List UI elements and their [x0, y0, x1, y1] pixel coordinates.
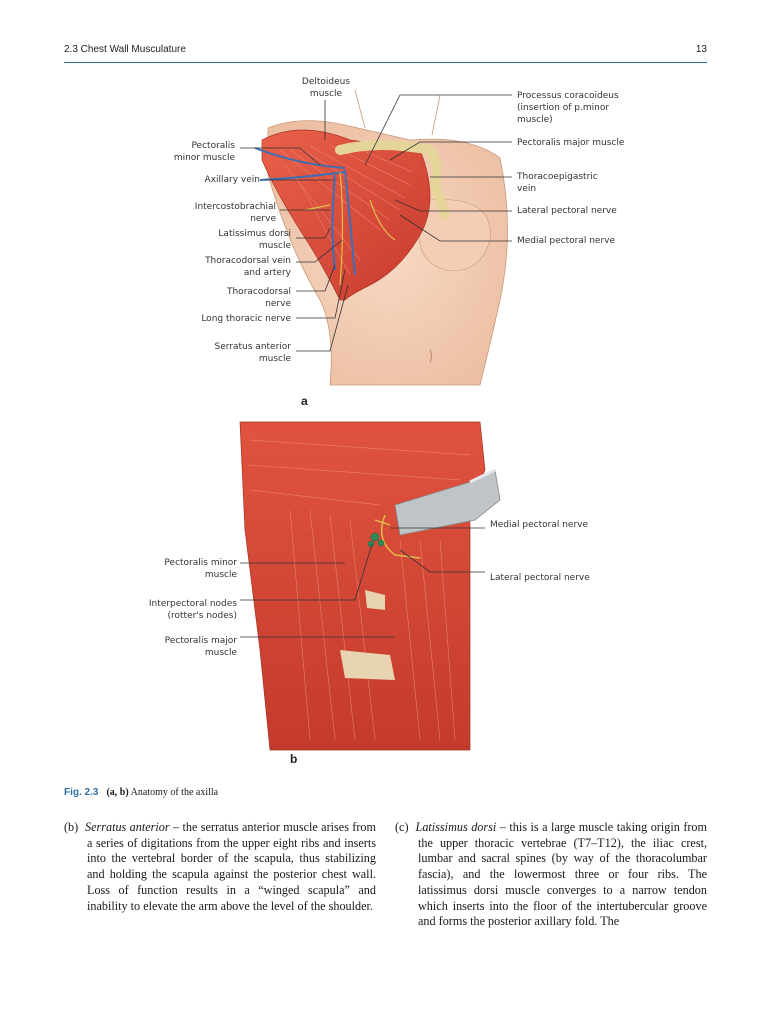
neck: [355, 90, 440, 135]
label-axillary-vein: Axillary vein: [204, 175, 260, 185]
label-deltoideus: Deltoideus muscle: [301, 77, 351, 99]
section-title: 2.3 Chest Wall Musculature: [64, 44, 186, 55]
label-pectoralis-major-a: Pectoralis major muscle: [517, 138, 625, 148]
panel-letter-b: b: [290, 752, 298, 766]
paragraph-latissimus: [395, 820, 707, 930]
caption-panels: (a, b): [106, 787, 129, 798]
figure-caption: [64, 787, 218, 798]
label-pectoralis-minor-a: Pectoralis minor muscle: [173, 141, 235, 163]
label-lateral-pectoral-b: Lateral pectoral nerve: [490, 573, 590, 583]
label-interpectoral-nodes: Interpectoral nodes (rotter's nodes): [148, 599, 237, 621]
figure-a-illustration: [0, 0, 773, 410]
term-latissimus: Latissimus dorsi: [415, 820, 497, 834]
label-thoracodorsal-nerve: Thoracodorsal nerve: [226, 287, 291, 309]
label-long-thoracic: Long thoracic nerve: [201, 314, 291, 324]
axilla-muscle-field: [240, 422, 485, 750]
paragraph-serratus-text: – the serratus anterior muscle arises from a series of digitations from the upper eight ribs and inserts into the vertebral border of the scapula, thus stabilizing and holding the scapula against the posterior chest wall. Loss of function results in a “winged scapula” and inability to elevate the arm above the level of the shoulder.: [87, 820, 377, 913]
paragraph-latissimus-text: – this is a large muscle taking origin from the upper thoracic vertebrae (T7–T12), the iliac crest, lumbar and sacral spines (by way of the thoracolumbar fascia), and the lowermost three or four ribs. The latissimus dorsi muscle converges to a narrow tendon which inserts into the floor of the intertubercular groove and forms the posterior axillary fold. The: [418, 820, 708, 929]
body-column-left: [64, 820, 376, 914]
term-serratus: Serratus anterior: [84, 820, 170, 834]
label-thoracodorsal-vein: Thoracodorsal vein and artery: [205, 256, 291, 278]
panel-letter-a: a: [301, 394, 308, 408]
paragraph-serratus: [64, 820, 376, 914]
label-latissimus-dorsi: Latissimus dorsi muscle: [218, 229, 291, 251]
right-breast: [419, 200, 490, 271]
label-thoracoepigastric-vein: Thoracoepigastric vein: [517, 172, 598, 194]
label-serratus-anterior: Serratus anterior muscle: [214, 342, 291, 364]
label-medial-pectoral-a: Medial pectoral nerve: [517, 236, 616, 246]
caption-figure-label: Fig. 2.3: [64, 787, 99, 798]
label-intercostobrachial: Intercostobrachial nerve: [194, 202, 276, 224]
item-marker-c: (c): [395, 820, 409, 834]
caption-text: Anatomy of the axilla: [128, 787, 219, 798]
item-marker-b: (b): [64, 820, 79, 834]
label-pectoralis-minor-b: Pectoralis minor muscle: [164, 558, 237, 580]
label-pectoralis-major-b: Pectoralis major muscle: [164, 636, 237, 658]
body-column-right: [395, 820, 707, 930]
label-processus-coracoideus: Processus coracoideus (insertion of p.minor muscle): [517, 91, 619, 125]
label-lateral-pectoral-a: Lateral pectoral nerve: [517, 206, 617, 216]
figure-b-illustration: [0, 410, 773, 760]
label-medial-pectoral-b: Medial pectoral nerve: [490, 520, 589, 530]
page-number: 13: [695, 44, 707, 55]
